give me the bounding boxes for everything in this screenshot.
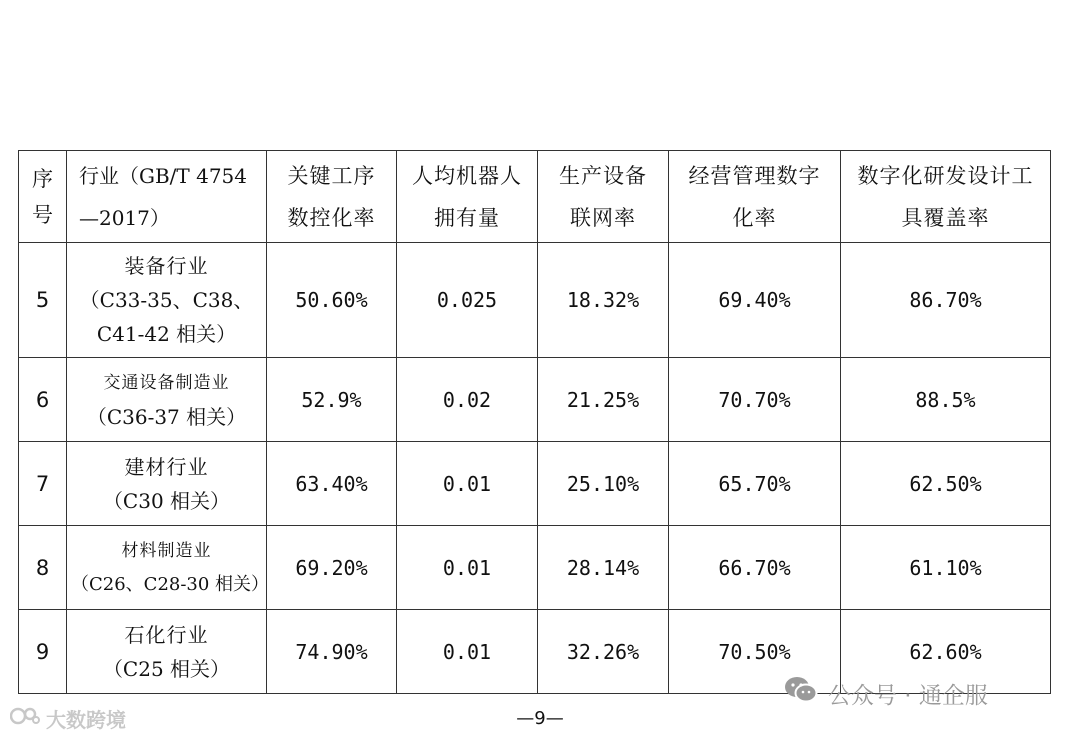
row-seq: 7 bbox=[19, 442, 67, 526]
row-industry bbox=[67, 526, 270, 610]
header-management: 经营管理数字化率 bbox=[669, 151, 841, 243]
watermark-right-text: 公众号 · 通企服 bbox=[828, 682, 988, 709]
industry-name: 建材行业 bbox=[124, 454, 209, 479]
cell-cnc: 69.20% bbox=[267, 526, 397, 610]
industry-code: （C30 相关） bbox=[102, 488, 231, 513]
cell-robot: 0.025 bbox=[397, 243, 538, 358]
cell-rd-tools: 86.70% bbox=[841, 243, 1051, 358]
cell-rd-tools: 62.60% bbox=[841, 610, 1051, 694]
cell-network: 32.26% bbox=[538, 610, 669, 694]
cell-management: 66.70% bbox=[669, 526, 841, 610]
cell-cnc: 52.9% bbox=[267, 358, 397, 442]
cell-management: 70.50% bbox=[669, 610, 841, 694]
cell-management: 69.40% bbox=[669, 243, 841, 358]
header-seq: 序号 bbox=[19, 151, 67, 243]
industry-name: 交通设备制造业 bbox=[103, 372, 230, 393]
cell-network: 25.10% bbox=[538, 442, 669, 526]
industry-name: 装备行业 bbox=[124, 254, 209, 278]
cell-network: 21.25% bbox=[538, 358, 669, 442]
cell-cnc: 63.40% bbox=[267, 442, 397, 526]
header-cnc: 关键工序数控化率 bbox=[267, 151, 397, 243]
industry-name: 石化行业 bbox=[124, 622, 209, 647]
table-row bbox=[19, 442, 1051, 526]
watermark-right bbox=[784, 676, 988, 710]
cell-network: 28.14% bbox=[538, 526, 669, 610]
industry-code: （C26、C28-30 相关） bbox=[71, 573, 270, 595]
cell-robot: 0.02 bbox=[397, 358, 538, 442]
row-industry bbox=[67, 610, 267, 694]
cell-management: 65.70% bbox=[669, 442, 841, 526]
row-seq: 6 bbox=[19, 358, 67, 442]
header-rd-tools: 数字化研发设计工具覆盖率 bbox=[841, 151, 1051, 243]
cell-robot: 0.01 bbox=[397, 442, 538, 526]
industry-code: （C33-35、C38、C41-42 相关） bbox=[79, 288, 254, 346]
table-header-row bbox=[19, 151, 1051, 243]
header-robot: 人均机器人拥有量 bbox=[397, 151, 538, 243]
cell-rd-tools: 61.10% bbox=[841, 526, 1051, 610]
table-row bbox=[19, 358, 1051, 442]
industry-code: （C36-37 相关） bbox=[86, 404, 247, 429]
data-table bbox=[18, 150, 1051, 694]
industry-name: 材料制造业 bbox=[121, 540, 212, 561]
cell-rd-tools: 62.50% bbox=[841, 442, 1051, 526]
header-network: 生产设备联网率 bbox=[538, 151, 669, 243]
cell-network: 18.32% bbox=[538, 243, 669, 358]
cell-cnc: 74.90% bbox=[267, 610, 397, 694]
watermark-left-text: 大数跨境 bbox=[46, 708, 126, 732]
table-row bbox=[19, 526, 1051, 610]
wechat-icon bbox=[784, 676, 818, 710]
cell-cnc: 50.60% bbox=[267, 243, 397, 358]
row-seq: 9 bbox=[19, 610, 67, 694]
row-industry bbox=[67, 358, 267, 442]
row-industry bbox=[67, 243, 267, 358]
header-industry: 行业（GB/T 4754—2017） bbox=[67, 151, 267, 243]
row-seq: 8 bbox=[19, 526, 67, 610]
cell-robot: 0.01 bbox=[397, 526, 538, 610]
row-seq: 5 bbox=[19, 243, 67, 358]
cell-management: 70.70% bbox=[669, 358, 841, 442]
table-row bbox=[19, 243, 1051, 358]
cell-rd-tools: 88.5% bbox=[841, 358, 1051, 442]
industry-code: （C25 相关） bbox=[102, 656, 231, 681]
page-number: —9— bbox=[516, 708, 564, 729]
row-industry bbox=[67, 442, 267, 526]
cell-robot: 0.01 bbox=[397, 610, 538, 694]
